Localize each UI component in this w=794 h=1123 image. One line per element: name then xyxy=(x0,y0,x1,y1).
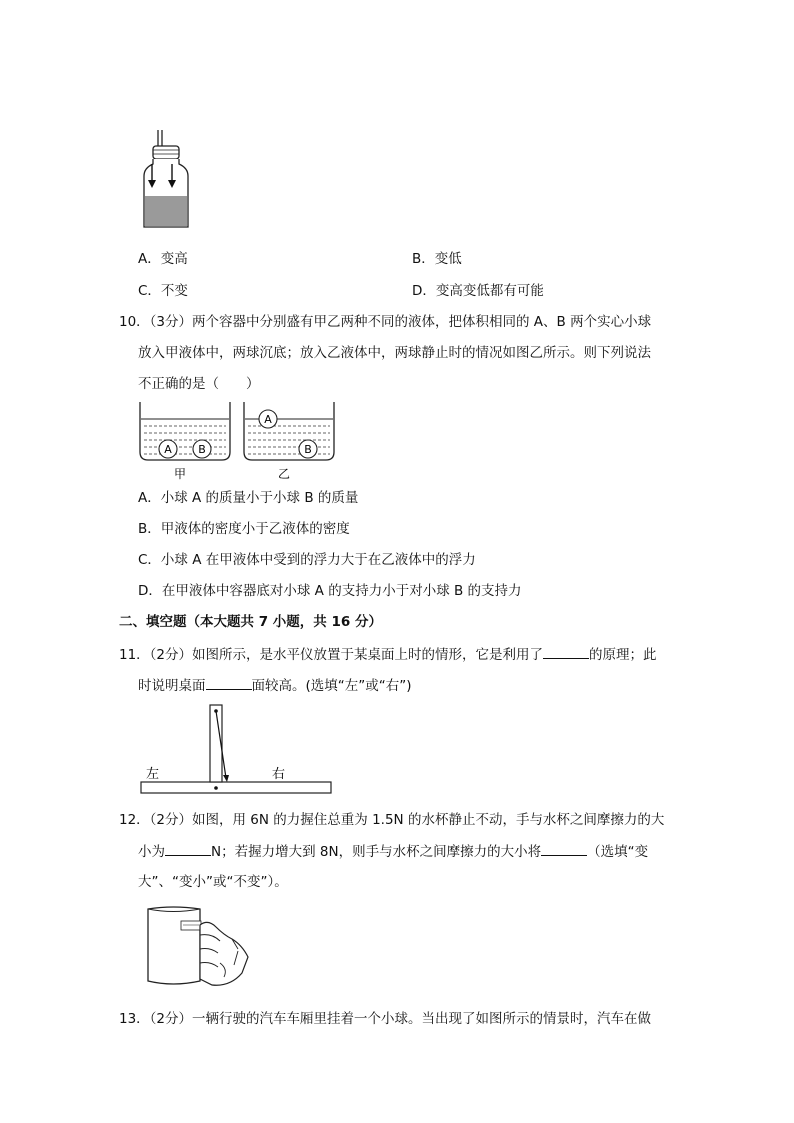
q12-text-2a: 小为 xyxy=(138,844,165,860)
q9-option-a: A．变高 xyxy=(138,251,188,267)
q13-stem-line1: 13．（2分）一辆行驶的汽车车厢里挂着一个小球。当出现了如图所示的情景时，汽车在做 xyxy=(119,1011,652,1027)
q10-stem-line3: 不正确的是（ ） xyxy=(138,376,260,392)
q11-text-1a: 11．（2分）如图所示，是水平仪放置于某桌面上时的情形，它是利用了 xyxy=(119,647,544,663)
q12-blank-1[interactable] xyxy=(165,842,211,856)
q11-stem-line2 xyxy=(138,676,412,695)
q10-option-b: B．甲液体的密度小于乙液体的密度 xyxy=(138,521,350,537)
q12-stem-line1: 12．（2分）如图，用 6N 的力握住总重为 1.5N 的水杯静止不动，手与水杯之间摩擦力的大 xyxy=(119,812,665,828)
q9-option-c: C．不变 xyxy=(138,283,188,299)
q9-option-d: D．变高变低都有可能 xyxy=(412,283,544,299)
q10-option-c: C．小球 A 在甲液体中受到的浮力大于在乙液体中的浮力 xyxy=(138,552,476,568)
hand-cup-figure xyxy=(138,905,258,990)
q10-left-ball-b: B xyxy=(198,443,206,456)
q11-text-2b: 面较高。(选填“左”或“右”) xyxy=(251,678,412,694)
q11-blank-1[interactable] xyxy=(543,645,589,659)
q10-stem-line2: 放入甲液体中，两球沉底；放入乙液体中，两球静止时的情况如图乙所示。则下列说法 xyxy=(138,345,651,361)
q10-label-right: 乙 xyxy=(277,467,291,481)
containers-figure xyxy=(138,402,338,482)
q11-stem-line1 xyxy=(119,645,657,664)
q12-stem-line2 xyxy=(138,842,648,861)
q10-right-ball-a: A xyxy=(264,413,272,426)
q11-label-left: 左 xyxy=(146,767,160,782)
q11-label-right: 右 xyxy=(272,767,286,782)
q11-text-1b: 的原理；此 xyxy=(589,647,657,663)
q12-blank-2[interactable] xyxy=(541,842,587,856)
q10-left-ball-a: A xyxy=(164,443,172,456)
q10-stem-line1: 10．（3分）两个容器中分别盛有甲乙两种不同的液体，把体积相同的 A、B 两个实心小球 xyxy=(119,314,652,330)
q11-text-2a: 时说明桌面 xyxy=(138,678,206,694)
bottle-figure xyxy=(138,130,198,230)
q10-option-d: D．在甲液体中容器底对小球 A 的支持力小于对小球 B 的支持力 xyxy=(138,583,522,599)
q12-stem-line3: 大”、“变小”或“不变”）。 xyxy=(138,874,288,890)
q11-blank-2[interactable] xyxy=(206,676,252,690)
q10-label-left: 甲 xyxy=(173,467,187,481)
section-heading: 二、填空题（本大题共 7 小题，共 16 分） xyxy=(119,614,382,630)
level-figure xyxy=(138,705,338,800)
q9-option-b: B．变低 xyxy=(412,251,462,267)
q10-option-a: A．小球 A 的质量小于小球 B 的质量 xyxy=(138,490,359,506)
q12-text-2c: （选填“变 xyxy=(587,844,649,860)
q10-right-ball-b: B xyxy=(304,443,312,456)
q12-text-2b: N；若握力增大到 8N，则手与水杯之间摩擦力的大小将 xyxy=(211,844,542,860)
